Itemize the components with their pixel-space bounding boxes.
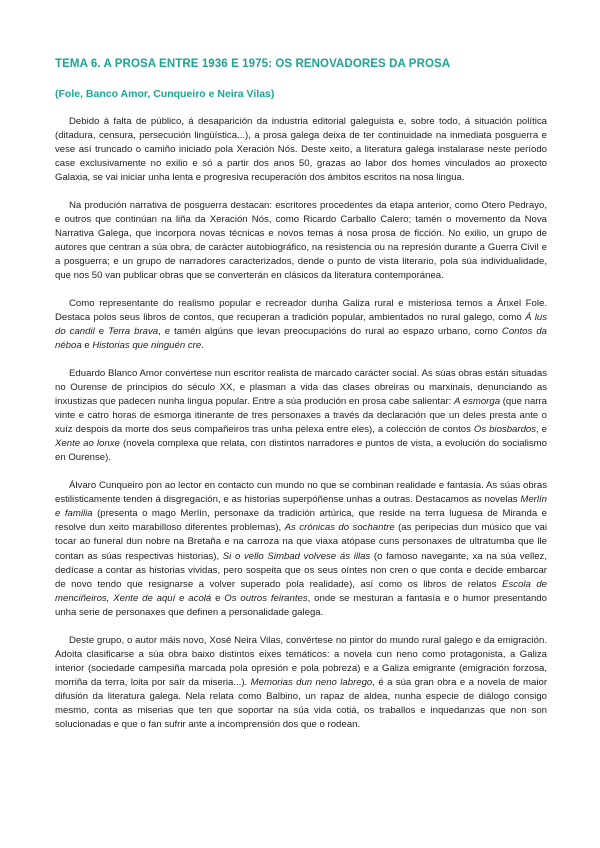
work-title: Escola de menciñeiros, Xente de aquí e acolá bbox=[55, 578, 547, 604]
page-title: TEMA 6. A PROSA ENTRE 1936 E 1975: OS RENOVADORES DA PROSA bbox=[55, 58, 451, 70]
paragraph-text: (que narra vinte e catro horas de esmorga itinerante de tres personaxes a través da declaración que un deles presta ante o xuíz despois da morte dos seus compañeiros tras unha pelexa entre eles), a colección de contos bbox=[55, 396, 547, 436]
work-title: Á lus do candil bbox=[55, 312, 547, 338]
paragraph-text: , e tamén algúns que levan preocupacións do rural ao espazo urbano, como bbox=[158, 326, 502, 338]
paragraph-text: Na produción narrativa de posguerra destacan: escritores procedentes da etapa anterior, como Otero Pedrayo, e outros que continúan na liña da Xeración Nós, como Ricardo Carballo Calero; tamén o movemento da Nova Narrativa Galega, que incorpora novas técnicas e novos temas á nosa prosa de ficción. No exilio, un grupo de autores que centran a súa obra, de carácter autobiográfico, na resistencia ou na represión durante a Guerra Civil e a posguerra; e un grupo de narradores caracterizados, dende o punto de vista literario, pola súa individualidade, que nos 50 van publicar obras que se converterán en clásicos da literatura contemporánea. bbox=[55, 199, 547, 282]
paragraph-text: , e bbox=[536, 424, 547, 436]
paragraph-text: Eduardo Blanco Amor convértese nun escritor realista de marcado carácter social. As súas obras están situadas no Ourense de principios do século XX, e plasman a vida das clases obreiras ou marxinais, denunciando as inxustizas que padecen nunha lingua popular. Entre a súa produción en prosa cabe salientar: bbox=[55, 367, 547, 408]
paragraph-text: (o famoso navegante, xa na súa vellez, dedícase a contar as historias vividas, pero sospeita que os seus oíntes non cren o que conta e decide embarcar de novo tendo que resignarse a volver superado pola realidade), así como os libros de relatos bbox=[55, 550, 548, 590]
paragraph-text: (as peripecias dun músico que vai tocar ao funeral dun nobre na Bretaña e na carroza na que viaxa atópase cuns personaxes de ultratumba que lle contan as súas respectivas historias), bbox=[55, 522, 547, 562]
paragraph-text: Álvaro Cunqueiro pon ao lector en contacto cun mundo no que se combinan realidade e fantasía. As súas obras estilisticamente tenden á disgregación, e as historias superpóñense unhas a outras. Destacamos as novelas bbox=[55, 480, 547, 506]
paragraph bbox=[55, 634, 547, 733]
paragraph bbox=[55, 479, 547, 620]
work-title: Xente ao lonxe bbox=[55, 438, 120, 450]
work-title: As crónicas do sochantre bbox=[284, 522, 395, 534]
paragraph bbox=[55, 367, 547, 466]
paragraph-text: (presenta o mago Merlín, personaxe da tradición artúrica, que reside na terra luguesa de Miranda e resolve dun xeito marabilloso diferentes problemas), bbox=[55, 508, 547, 534]
paragraph-text: , onde se mesturan a fantasía e o humor presentando unha serie de personaxes que definen a personalidade galega. bbox=[55, 592, 547, 618]
paragraph-text: Como representante do realismo popular e recreador dunha Galiza rural e misteriosa temos a Ánxel Fole. Destaca polos seus libros de contos, que recuperan a tradición popular, ambientados no rural galego, como bbox=[55, 298, 547, 324]
work-title: Contos da néboa bbox=[55, 326, 547, 352]
work-title: Os outros feirantes bbox=[224, 592, 308, 604]
work-title: A esmorga bbox=[454, 396, 501, 408]
work-title: Os biosbardos bbox=[473, 424, 537, 436]
document-body bbox=[55, 115, 547, 746]
work-title: Merlín e familia bbox=[55, 494, 547, 520]
work-title: Memorias dun neno labrego bbox=[250, 676, 373, 688]
paragraph bbox=[55, 297, 547, 353]
paragraph-text: Debido á falta de público, á desaparición da industria editorial galeguista e, sobre todo, á situación política (ditadura, censura, persecución lingüística...), a prosa galega deixa de ter continuidade na inmediata posguerra e vese así truncado o camiño iniciado pola Xeración Nós. Deste xeito, a literatura galega instalarase neste período case exclusivamente no exilio e só a partir dos anos 50, grazas ao labor dos homes vinculados ao proxecto Galaxia, se vai iniciar unha lenta e progresiva recuperación dos ámbitos escritos na nosa lingua. bbox=[55, 116, 547, 184]
paragraph bbox=[55, 199, 547, 284]
paragraph bbox=[55, 115, 547, 185]
paragraph-text: e bbox=[211, 592, 225, 604]
paragraph-text: (novela complexa que relata, con distintos narradores e puntos de vista, a evolución do socialismo en Ourense). bbox=[55, 438, 547, 464]
page-subtitle: (Fole, Banco Amor, Cunqueiro e Neira Vilas) bbox=[55, 88, 275, 100]
work-title: Terra brava bbox=[108, 326, 159, 338]
work-title: Historias que ninguén cre bbox=[92, 340, 202, 352]
paragraph-text: , é a súa gran obra e a novela de maior difusión da literatura galega. Nela relata como Balbino, un rapaz de aldea, nunha especie de diálogo consigo mesmo, conta as miserias que ten que soportar na súa vida cotiá, os traballos e inquedanzas que non son solucionadas e que o fan sufrir ante a incomprensión dos que o rodean. bbox=[55, 676, 548, 731]
paragraph-text: e bbox=[81, 340, 93, 352]
paragraph-text: e bbox=[94, 326, 109, 338]
paragraph-text: . bbox=[201, 340, 204, 352]
work-title: Si o vello Simbad volvese ás illas bbox=[222, 550, 371, 562]
paragraph-text: Deste grupo, o autor máis novo, Xosé Neira Vilas, convértese no pintor do mundo rural galego e da emigración. Adoita clasificarse a súa obra baixo distintos eixes temáticos: a novela cun neno como protagonista, a Galiza interior (sociedade campesiña marcada pola opresión e pola pobreza) e a Galiza emigrante (emigración forzosa, morriña da terra, loita por saír da miseria...). bbox=[55, 634, 547, 688]
